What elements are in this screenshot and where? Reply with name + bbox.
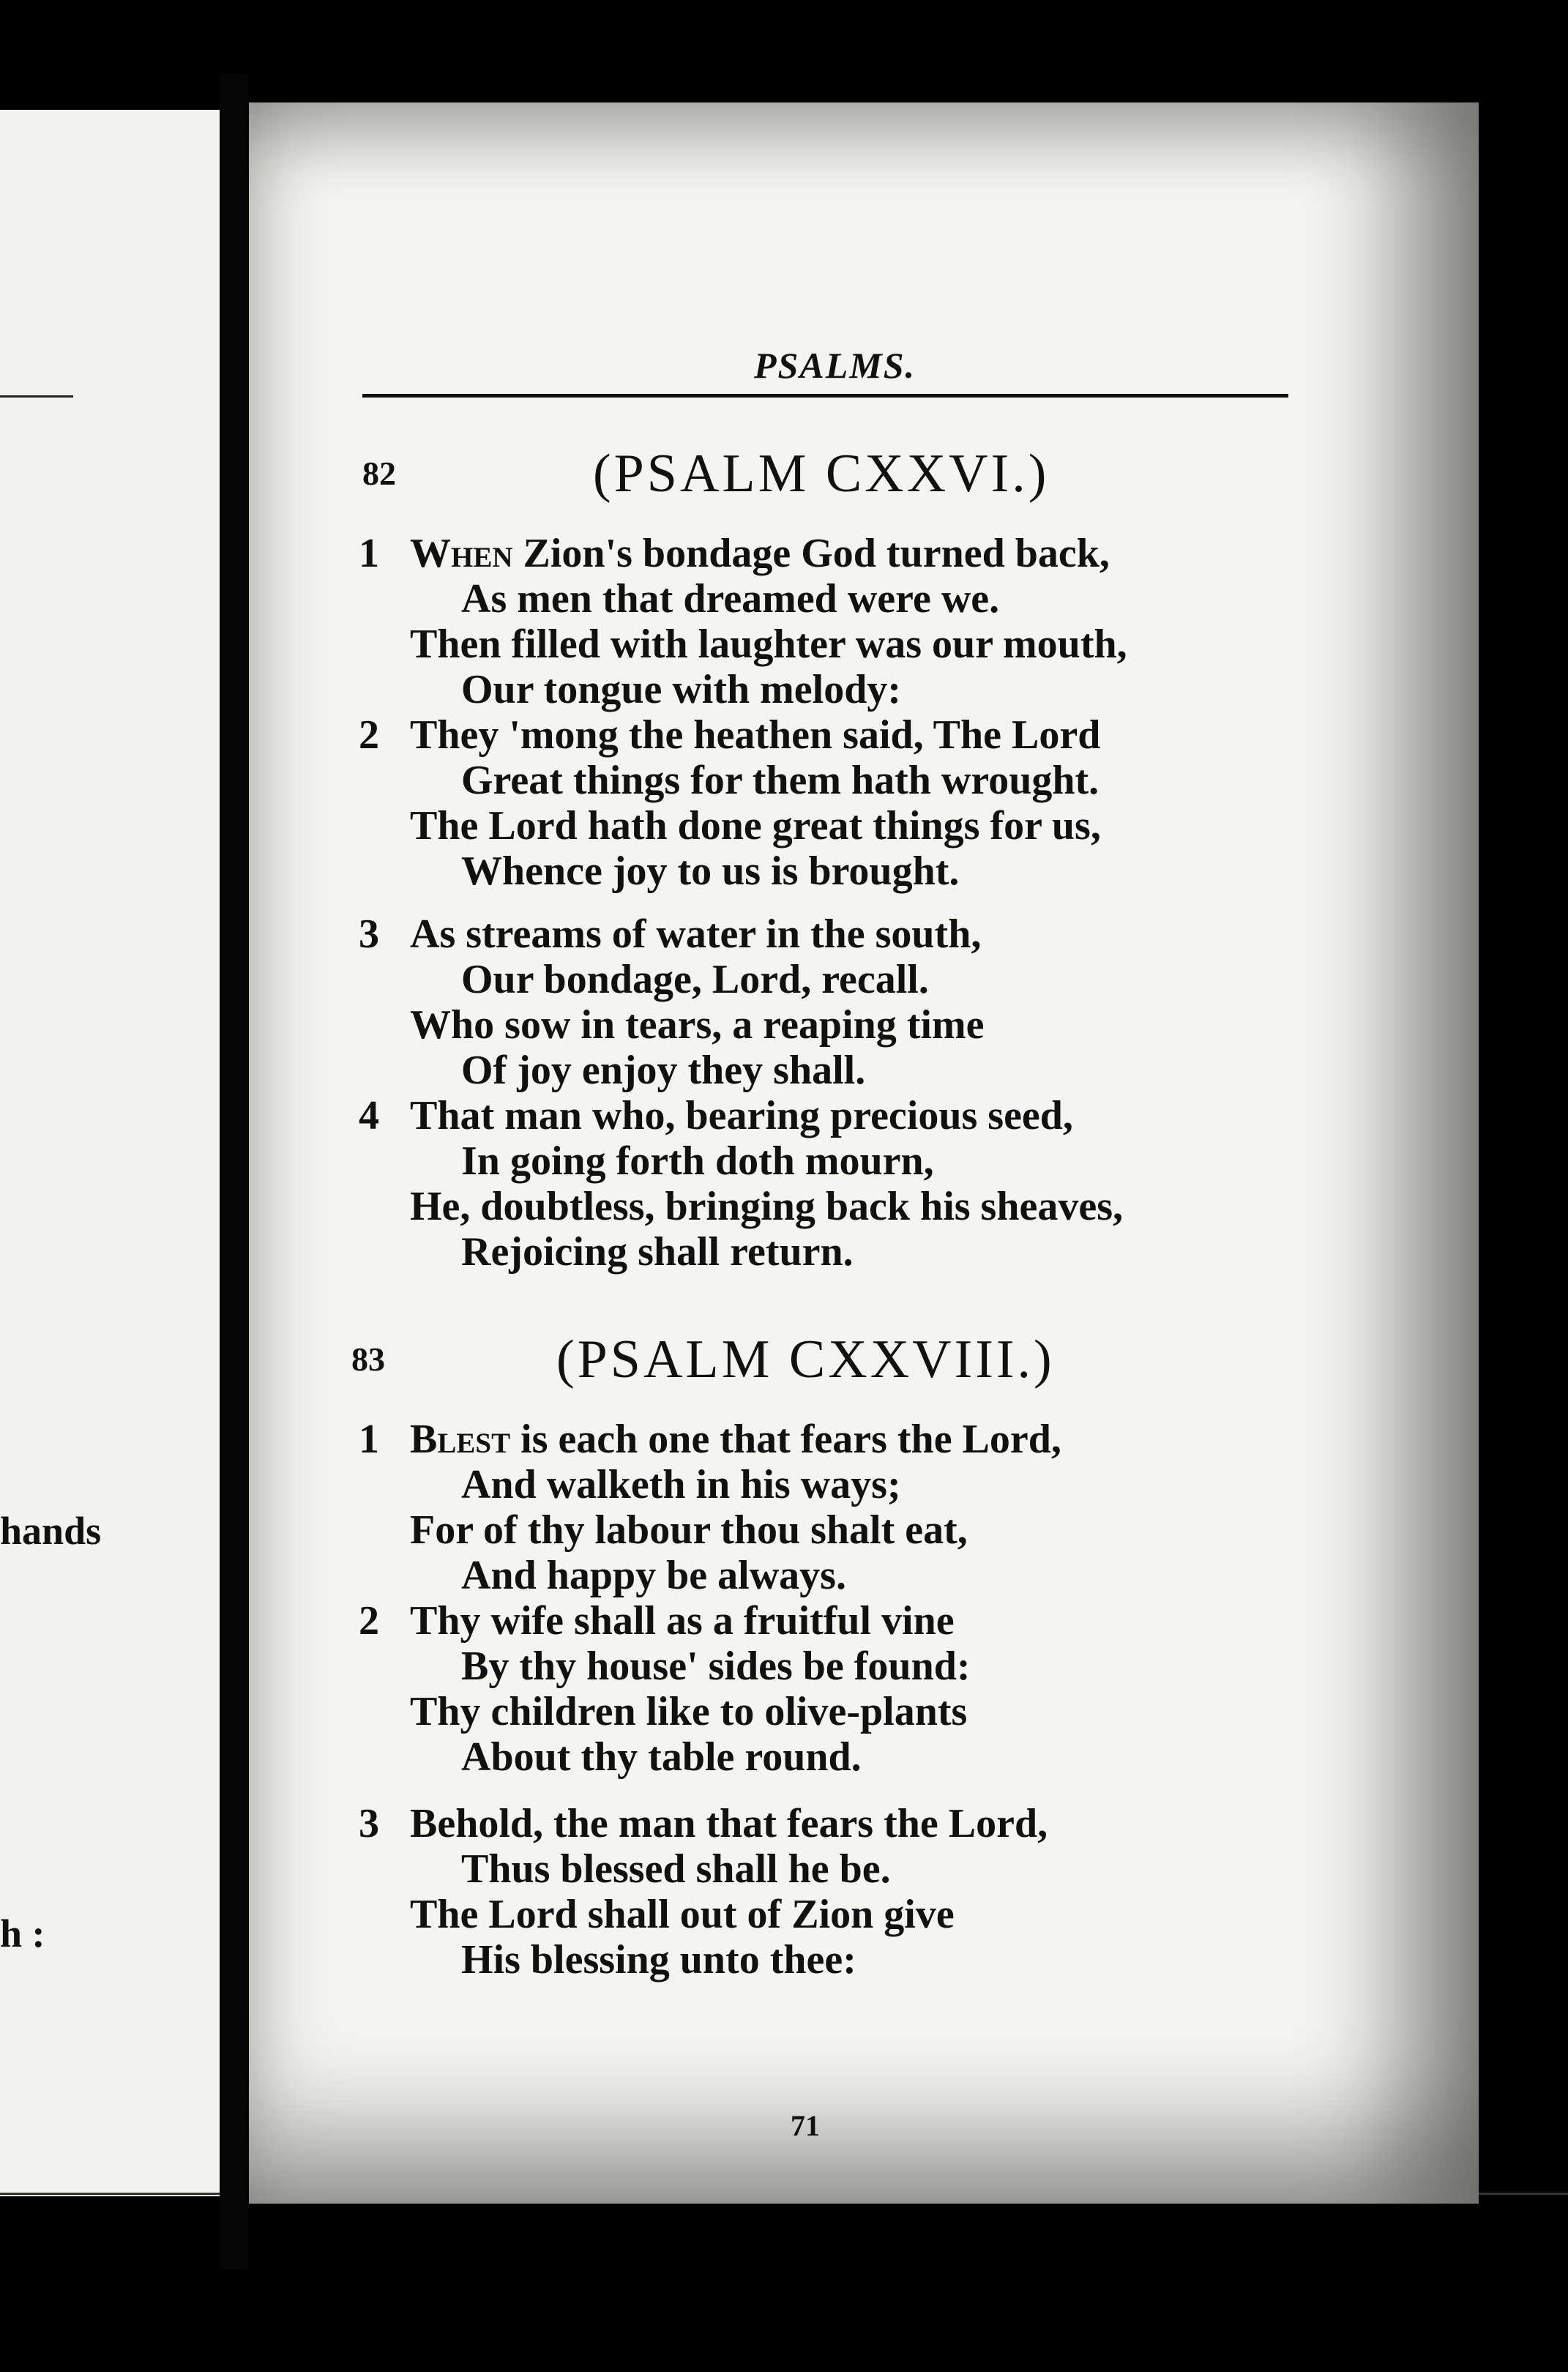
verse-text: Of joy enjoy they shall.: [461, 1048, 866, 1093]
verse-line: [359, 803, 1347, 849]
stanza: [359, 1417, 1347, 1780]
verse-number: 4: [359, 1093, 379, 1138]
verse-text: As streams of water in the south,: [410, 911, 982, 957]
verse-text: Our bondage, Lord, recall.: [461, 957, 929, 1002]
stanza: [359, 1801, 1347, 1983]
verse-text: Blest is each one that fears the Lord,: [410, 1417, 1061, 1462]
verse-number: 2: [359, 712, 379, 758]
verse-text: Great things for them hath wrought.: [461, 758, 1100, 803]
verse-text: His blessing unto thee:: [461, 1937, 856, 1983]
verse-text: Then filled with laughter was our mouth,: [410, 622, 1127, 667]
verse-line: [359, 1801, 1347, 1846]
verse-text: The Lord shall out of Zion give: [410, 1892, 955, 1937]
verse-text: For of thy labour thou shalt eat,: [410, 1507, 968, 1553]
verse-text: By thy house' sides be found:: [461, 1644, 971, 1689]
verse-line: [359, 1937, 1347, 1983]
verse-text: Our tongue with melody:: [461, 667, 901, 712]
left-page-fragment: h :: [0, 1912, 45, 1955]
running-head: PSALMS.: [754, 345, 916, 386]
verse-line: [359, 1734, 1347, 1780]
psalm-title: (PSALM CXXVI.): [593, 444, 1050, 504]
verse-line: [359, 1598, 1347, 1644]
psalm-title: (PSALM CXXVIII.): [556, 1329, 1055, 1390]
verse-text: The Lord hath done great things for us,: [410, 803, 1101, 849]
verse-number: 1: [359, 531, 379, 576]
verse-line: [359, 1002, 1347, 1048]
stanza: [359, 911, 1347, 1275]
verse-line: [359, 849, 1347, 894]
verse-line: [359, 531, 1347, 576]
left-page-edge: [0, 110, 220, 2196]
verse-text: Thus blessed shall he be.: [461, 1846, 891, 1892]
verse-line: [359, 1048, 1347, 1093]
verse-text: Behold, the man that fears the Lord,: [410, 1801, 1048, 1846]
verse-text: He, doubtless, bringing back his sheaves,: [410, 1184, 1123, 1229]
verse-line: [359, 1184, 1347, 1229]
verse-line: [359, 1846, 1347, 1892]
left-page-fragment: hands: [0, 1509, 102, 1553]
verse-text: About thy table round.: [461, 1734, 862, 1780]
verse-text: That man who, bearing precious seed,: [410, 1093, 1073, 1138]
verse-text: In going forth doth mourn,: [461, 1138, 934, 1184]
verse-text: When Zion's bondage God turned back,: [410, 531, 1110, 576]
right-page: [249, 102, 1479, 2204]
verse-line: [359, 1462, 1347, 1507]
verse-text: Whence joy to us is brought.: [461, 849, 960, 894]
verse-text: As men that dreamed were we.: [461, 576, 1000, 622]
left-page-rule: [0, 395, 73, 398]
verse-line: [359, 1507, 1347, 1553]
verse-line: [359, 1229, 1347, 1275]
verse-line: [359, 712, 1347, 758]
verse-line: [359, 1138, 1347, 1184]
verse-text: And walketh in his ways;: [461, 1462, 901, 1507]
verse-number: 3: [359, 911, 379, 957]
verse-line: [359, 1689, 1347, 1734]
verse-line: [359, 1644, 1347, 1689]
verse-number: 2: [359, 1598, 379, 1644]
verse-text: Who sow in tears, a reaping time: [410, 1002, 985, 1048]
verse-line: [359, 667, 1347, 712]
verse-text: They 'mong the heathen said, The Lord: [410, 712, 1101, 758]
verse-line: [359, 758, 1347, 803]
verse-line: [359, 1892, 1347, 1937]
verse-number: 3: [359, 1801, 379, 1846]
verse-line: [359, 911, 1347, 957]
verse-line: [359, 957, 1347, 1002]
verse-line: [359, 576, 1347, 622]
lead-word: Blest: [410, 1417, 511, 1462]
verse-line: [359, 622, 1347, 667]
verse-line: [359, 1417, 1347, 1462]
verse-line: [359, 1093, 1347, 1138]
verse-line: [359, 1553, 1347, 1598]
head-rule: [362, 394, 1288, 398]
verse-text: Thy children like to olive-plants: [410, 1689, 968, 1734]
psalm-number: 82: [362, 455, 396, 492]
stanza: [359, 531, 1347, 894]
book-gutter: [220, 73, 249, 2270]
verse-text: And happy be always.: [461, 1553, 846, 1598]
page-number: 71: [791, 2109, 820, 2142]
psalm-number: 83: [351, 1340, 385, 1378]
lead-word: When: [410, 531, 513, 576]
verse-text: Rejoicing shall return.: [461, 1229, 854, 1275]
verse-number: 1: [359, 1417, 379, 1462]
verse-text: Thy wife shall as a fruitful vine: [410, 1598, 955, 1644]
